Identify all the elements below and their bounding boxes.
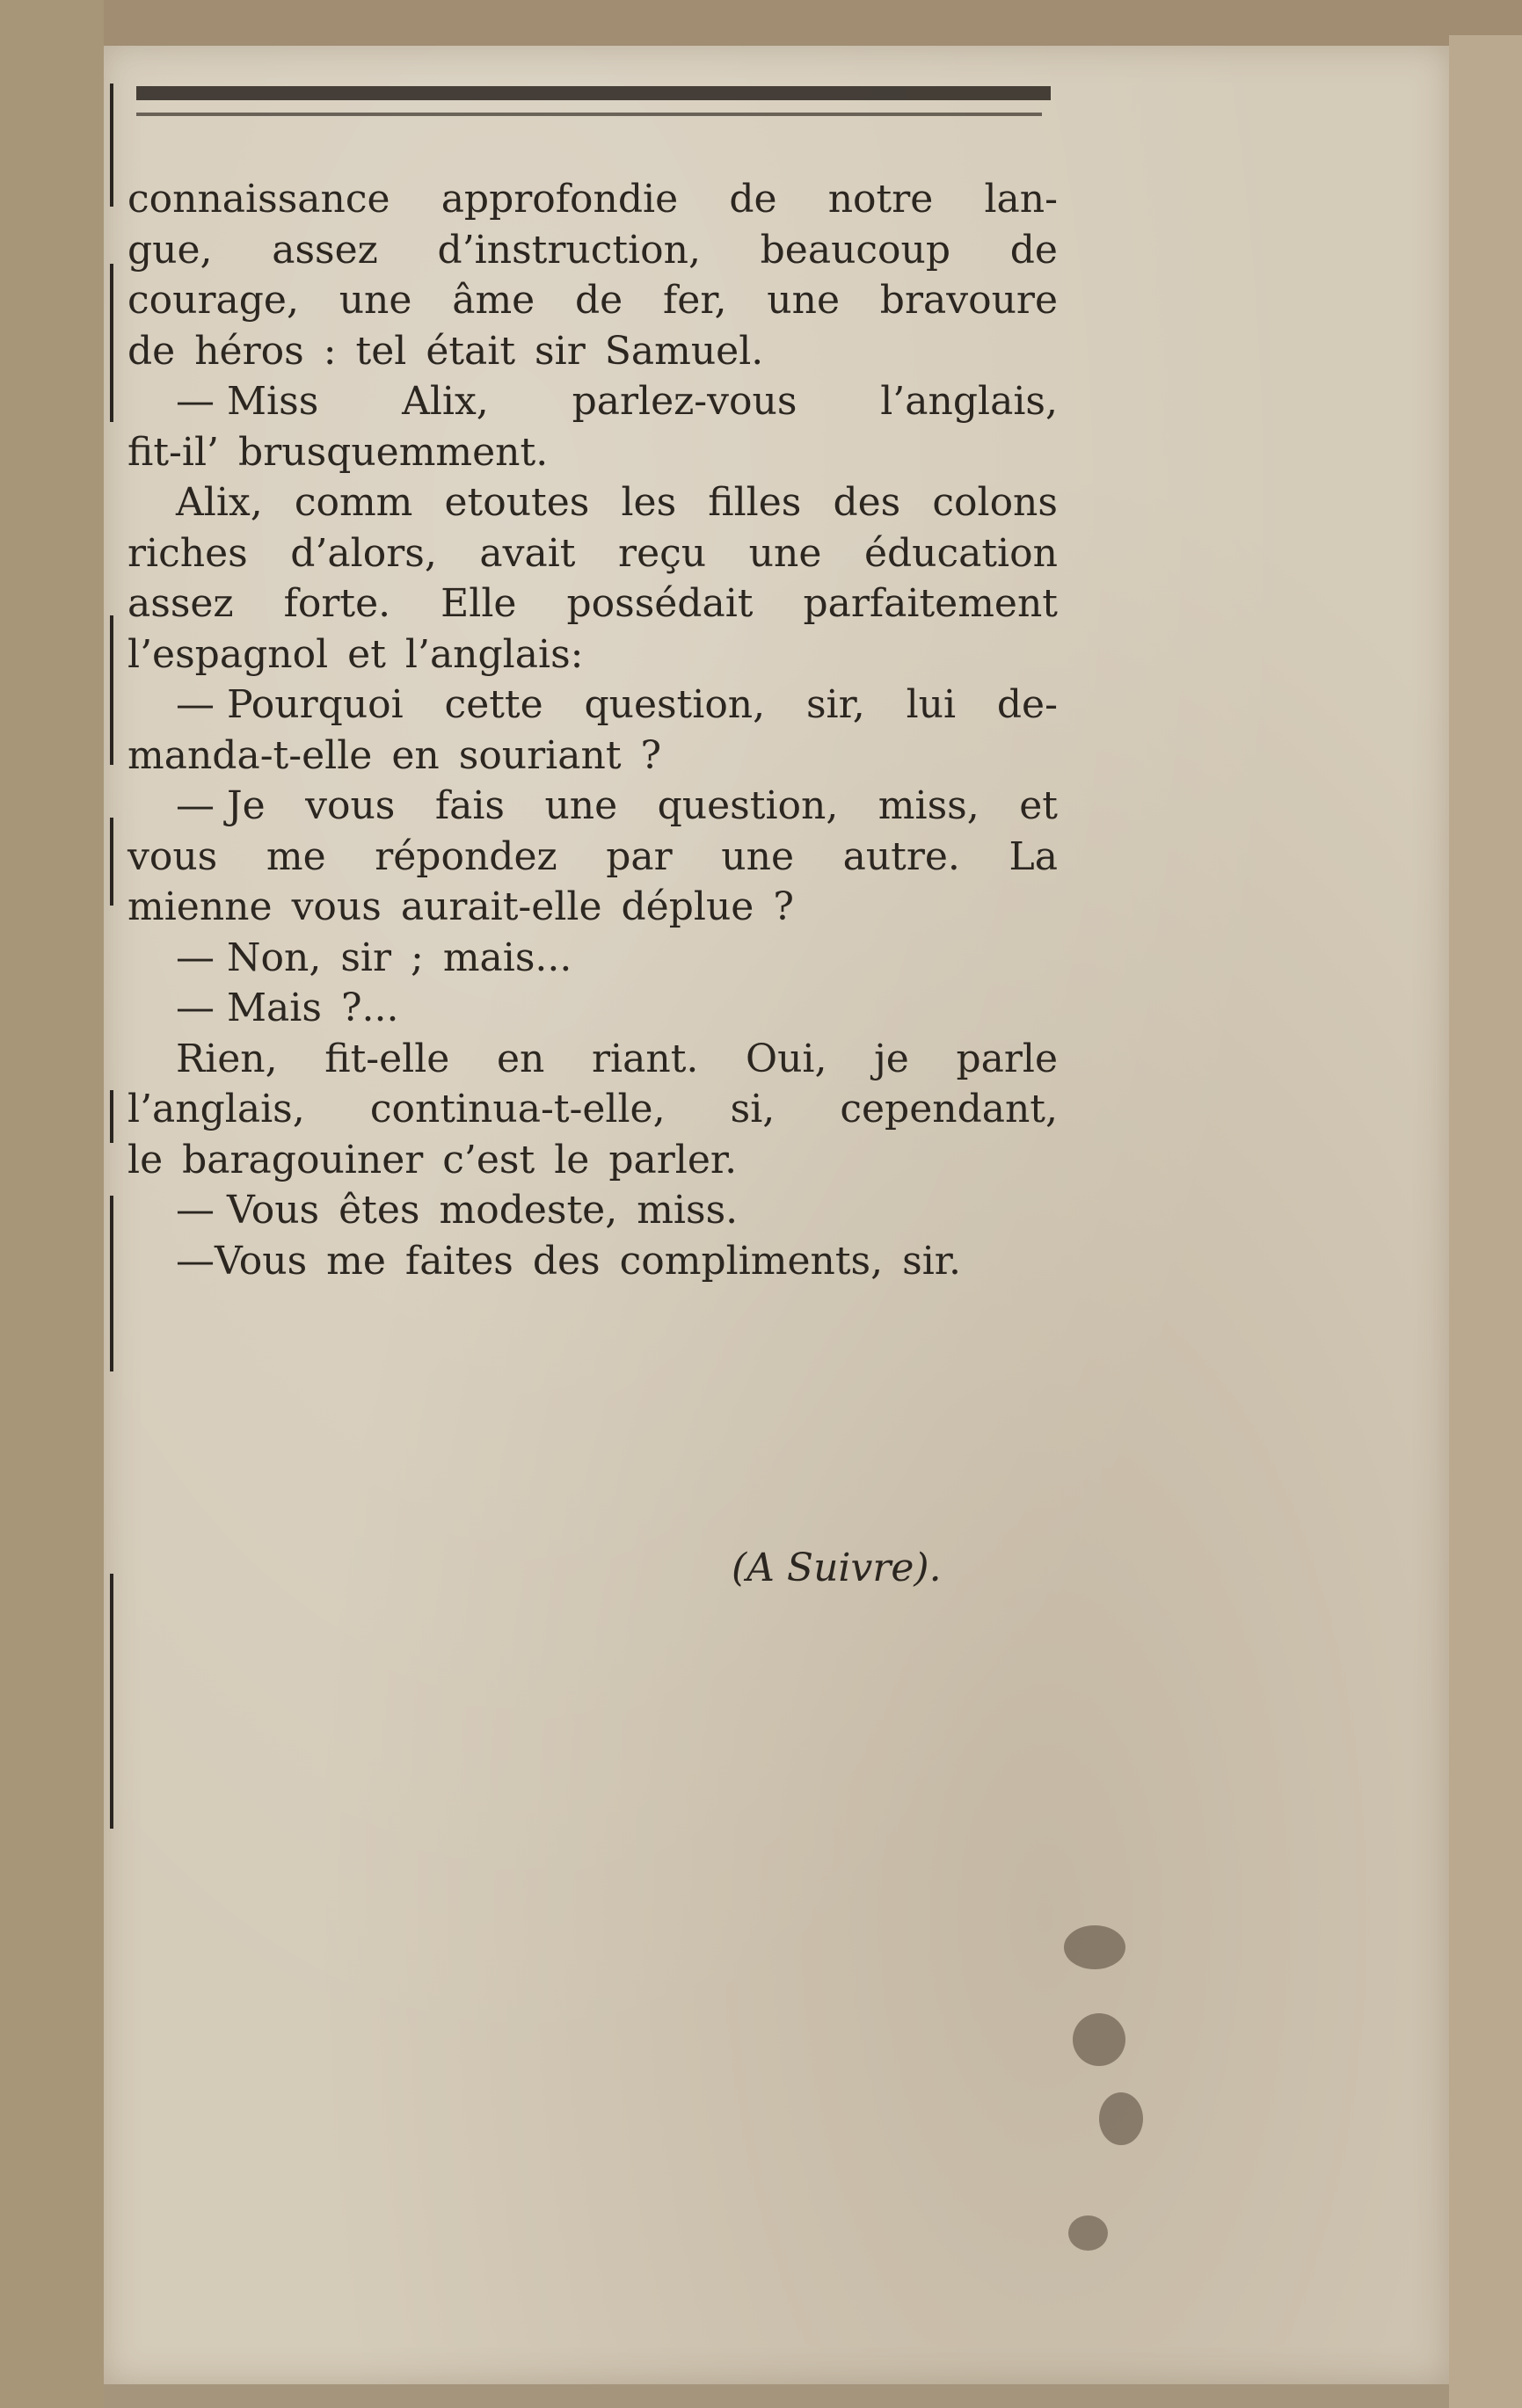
text-word: héros bbox=[194, 328, 304, 374]
text-line bbox=[127, 528, 1058, 579]
text-line bbox=[127, 680, 1058, 731]
text-word: de bbox=[127, 328, 176, 374]
text-word: avait bbox=[479, 530, 576, 576]
text-word: bravoure bbox=[879, 278, 1058, 323]
text-word: etoutes bbox=[444, 480, 590, 525]
text-word: êtes bbox=[339, 1188, 420, 1233]
column-rule-segment bbox=[110, 264, 113, 422]
header-rule-thick bbox=[136, 86, 1051, 100]
text-word: — Mais bbox=[176, 986, 322, 1030]
text-word: fit-elle bbox=[324, 1036, 450, 1081]
text-word: le bbox=[554, 1137, 590, 1182]
text-word: modeste, bbox=[439, 1188, 618, 1233]
text-line bbox=[127, 1236, 1058, 1287]
text-word: par bbox=[606, 833, 673, 879]
text-word: c’est bbox=[442, 1137, 535, 1182]
text-word: parle bbox=[956, 1036, 1058, 1081]
text-word: connaissance bbox=[127, 177, 390, 222]
text-word: possédait bbox=[566, 581, 754, 626]
text-line bbox=[127, 326, 1058, 377]
text-word: gue, bbox=[127, 227, 213, 273]
text-word: compliments, bbox=[619, 1238, 884, 1284]
text-word: ? bbox=[773, 884, 794, 929]
text-word: de- bbox=[996, 682, 1058, 727]
text-line bbox=[127, 225, 1058, 276]
text-word: —Vous bbox=[176, 1238, 308, 1284]
column-rule-segment bbox=[110, 1090, 113, 1143]
text-word: miss, bbox=[878, 783, 979, 828]
text-word: souriant bbox=[458, 732, 622, 778]
text-word: d’instruction, bbox=[437, 227, 701, 273]
text-word: l’anglais, bbox=[880, 379, 1058, 424]
background-margin-right bbox=[1449, 35, 1522, 2408]
text-word: sir bbox=[535, 328, 586, 374]
text-word: me bbox=[266, 833, 326, 879]
text-word: ? bbox=[640, 732, 662, 778]
text-line bbox=[127, 275, 1058, 326]
header-rule-thin bbox=[136, 113, 1042, 116]
text-word: brusquemment. bbox=[238, 429, 549, 475]
text-word: tel bbox=[355, 328, 407, 374]
text-word: Elle bbox=[441, 581, 517, 626]
text-line bbox=[127, 781, 1058, 832]
text-line bbox=[127, 882, 1058, 933]
text-word: de bbox=[575, 278, 623, 323]
column-rule-segment bbox=[110, 1196, 113, 1371]
text-word: manda-t-elle bbox=[127, 732, 373, 778]
text-word: Alix, bbox=[402, 379, 489, 424]
text-word: — Miss bbox=[176, 379, 319, 424]
text-word: parfaitement bbox=[803, 581, 1058, 626]
column-rule-segment bbox=[110, 615, 113, 765]
text-word: les bbox=[621, 480, 677, 525]
text-line bbox=[127, 983, 1058, 1034]
text-line bbox=[127, 1185, 1058, 1236]
text-word: lan- bbox=[984, 177, 1058, 222]
text-word: me bbox=[326, 1238, 386, 1284]
text-line bbox=[127, 578, 1058, 629]
text-word: une bbox=[721, 833, 795, 879]
text-word: une bbox=[544, 783, 618, 828]
text-word: reçu bbox=[618, 530, 707, 576]
text-word: Rien, bbox=[176, 1036, 278, 1081]
text-word: d’alors, bbox=[290, 530, 437, 576]
text-word: fit-il’ bbox=[127, 429, 220, 475]
text-word: filles bbox=[708, 480, 802, 525]
ink-stain bbox=[1073, 2013, 1125, 2066]
text-word: l’espagnol bbox=[127, 631, 329, 677]
text-line bbox=[127, 1034, 1058, 1085]
text-word: lui bbox=[906, 682, 957, 727]
text-word: et bbox=[1019, 783, 1058, 828]
text-line bbox=[127, 832, 1058, 883]
text-word: assez bbox=[272, 227, 378, 273]
text-word: faites bbox=[404, 1238, 513, 1284]
article-text-column bbox=[127, 174, 1058, 1286]
text-word: des bbox=[532, 1238, 601, 1284]
text-word: une bbox=[748, 530, 822, 576]
text-word: sir bbox=[340, 935, 391, 980]
text-word: — Non, bbox=[176, 935, 322, 980]
text-word: — Vous bbox=[176, 1188, 320, 1233]
text-word: fer, bbox=[663, 278, 727, 323]
text-word: mais... bbox=[442, 935, 572, 980]
text-word: en bbox=[391, 732, 440, 778]
text-line bbox=[127, 477, 1058, 528]
text-word: des bbox=[833, 480, 901, 525]
text-word: en bbox=[496, 1036, 545, 1081]
text-line bbox=[127, 174, 1058, 225]
text-word: une bbox=[339, 278, 412, 323]
text-word: vous bbox=[305, 783, 396, 828]
ink-stain bbox=[1064, 1925, 1125, 1969]
background-margin-left bbox=[0, 0, 104, 2408]
text-word: déplue bbox=[621, 884, 754, 929]
background-margin-top bbox=[104, 0, 1522, 46]
text-word: continua-t-elle, bbox=[369, 1087, 666, 1131]
text-word: sir, bbox=[805, 682, 865, 727]
text-word: Samuel. bbox=[604, 328, 764, 374]
text-word: ?... bbox=[340, 986, 399, 1030]
text-word: Alix, bbox=[176, 480, 263, 525]
text-line bbox=[127, 629, 1058, 680]
text-word: miss. bbox=[637, 1188, 739, 1233]
column-rule-segment bbox=[110, 84, 113, 207]
text-word: question, bbox=[657, 783, 839, 828]
text-line bbox=[127, 427, 1058, 478]
text-word: je bbox=[874, 1036, 909, 1081]
text-word: sir. bbox=[902, 1238, 961, 1284]
text-word: approfondie bbox=[441, 177, 679, 222]
text-line bbox=[127, 1135, 1058, 1186]
text-word: et bbox=[347, 631, 386, 677]
text-word: cependant, bbox=[840, 1087, 1058, 1131]
text-word: notre bbox=[827, 177, 934, 222]
text-word: vous bbox=[127, 833, 218, 879]
text-word: mienne bbox=[127, 884, 273, 929]
text-word: La bbox=[1009, 833, 1058, 879]
text-word: si, bbox=[730, 1087, 776, 1131]
text-word: comm bbox=[294, 480, 413, 525]
text-word: colons bbox=[932, 480, 1058, 525]
text-word: une bbox=[767, 278, 841, 323]
text-word: riches bbox=[127, 530, 248, 576]
text-word: — Pourquoi bbox=[176, 682, 404, 727]
text-word: parlez-vous bbox=[572, 379, 797, 424]
text-word: baragouiner bbox=[182, 1137, 424, 1182]
text-word: beaucoup bbox=[760, 227, 951, 273]
ink-stain bbox=[1099, 2092, 1143, 2145]
text-word: fais bbox=[434, 783, 506, 828]
text-word: de bbox=[1009, 227, 1058, 273]
text-word: ; bbox=[411, 935, 424, 980]
text-word: — Je bbox=[176, 783, 266, 828]
text-word: vous bbox=[291, 884, 382, 929]
text-word: courage, bbox=[127, 278, 299, 323]
text-word: parler. bbox=[608, 1137, 738, 1182]
text-word: Oui, bbox=[746, 1036, 827, 1081]
text-word: : bbox=[323, 328, 337, 374]
text-word: aurait-elle bbox=[400, 884, 602, 929]
text-word: éducation bbox=[863, 530, 1058, 576]
text-line bbox=[127, 376, 1058, 427]
column-rule-segment bbox=[110, 1574, 113, 1829]
text-line bbox=[127, 1084, 1058, 1135]
text-word: répondez bbox=[375, 833, 557, 879]
ink-stain bbox=[1068, 2215, 1108, 2251]
text-word: autre. bbox=[842, 833, 960, 879]
text-word: assez bbox=[127, 581, 234, 626]
text-word: cette bbox=[444, 682, 543, 727]
text-word: l’anglais, bbox=[127, 1087, 305, 1131]
column-rule-segment bbox=[110, 818, 113, 906]
text-word: était bbox=[426, 328, 516, 374]
text-word: de bbox=[729, 177, 777, 222]
text-line bbox=[127, 731, 1058, 782]
text-word: question, bbox=[584, 682, 766, 727]
text-line bbox=[127, 933, 1058, 984]
text-word: l’anglais: bbox=[404, 631, 584, 677]
text-word: le bbox=[127, 1137, 164, 1182]
text-word: forte. bbox=[283, 581, 391, 626]
text-word: riant. bbox=[592, 1036, 699, 1081]
continuation-note: (A Suivre). bbox=[732, 1546, 942, 1590]
text-word: âme bbox=[452, 278, 535, 323]
